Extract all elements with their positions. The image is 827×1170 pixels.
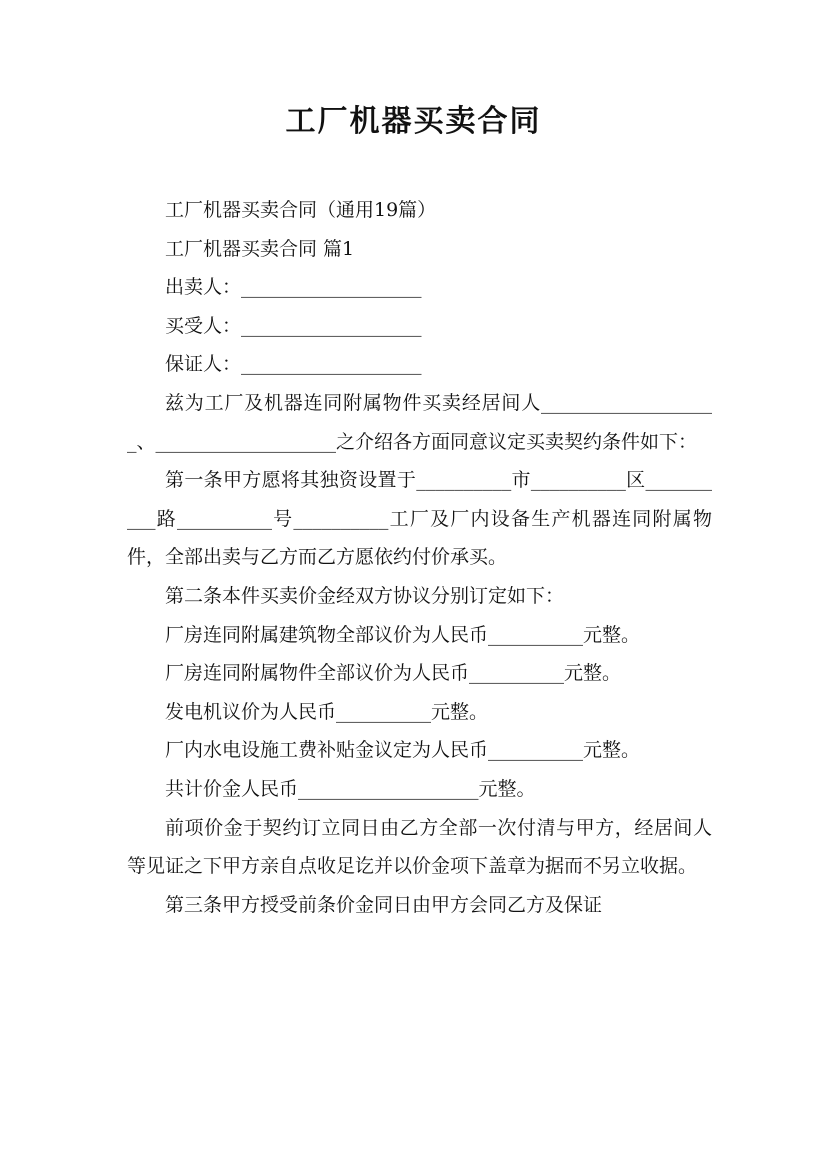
paragraph-article-1: 第一条甲方愿将其独资设置于__________市__________区__________路__________号__________工厂及厂内设备生产机器连同附属物件，全部出卖与乙方而乙方愿依约付价承买。 xyxy=(127,469,712,569)
paragraph-seller: 出卖人：___________________ xyxy=(165,276,422,299)
paragraph-article-2: 第二条本件买卖价金经双方协议分别订定如下： xyxy=(165,584,565,607)
paragraph-article-3: 第三条甲方授受前条价金同日由甲方会同乙方及保证 xyxy=(165,893,603,916)
paragraph-preamble: 兹为工厂及机器连同附属物件买卖经居间人___________________、___________________之介绍各方面同意议定买卖契约条件如下： xyxy=(127,391,712,453)
paragraph-buyer: 买受人：___________________ xyxy=(165,314,422,337)
document-body xyxy=(127,191,712,924)
paragraph-part-heading: 工厂机器买卖合同 篇1 xyxy=(165,237,355,260)
paragraph-guarantor: 保证人：___________________ xyxy=(165,353,422,376)
paragraph-payment: 前项价金于契约订立同日由乙方全部一次付清与甲方，经居间人等见证之下甲方亲自点收足讫并以价金项下盖章为据而不另立收据。 xyxy=(127,816,712,878)
paragraph-price-factory: 厂房连同附属建筑物全部议价为人民币__________元整。 xyxy=(165,623,641,646)
paragraph-price-utilities: 厂内水电设施工费补贴金议定为人民币__________元整。 xyxy=(165,739,641,762)
paragraph-subtitle: 工厂机器买卖合同（通用19篇） xyxy=(165,199,437,221)
paragraph-price-total: 共计价金人民币___________________元整。 xyxy=(165,777,536,800)
document-title: 工厂机器买卖合同 xyxy=(285,104,542,139)
paragraph-price-fixtures: 厂房连同附属物件全部议价为人民币__________元整。 xyxy=(165,662,622,685)
paragraph-price-generator: 发电机议价为人民币__________元整。 xyxy=(165,700,489,723)
